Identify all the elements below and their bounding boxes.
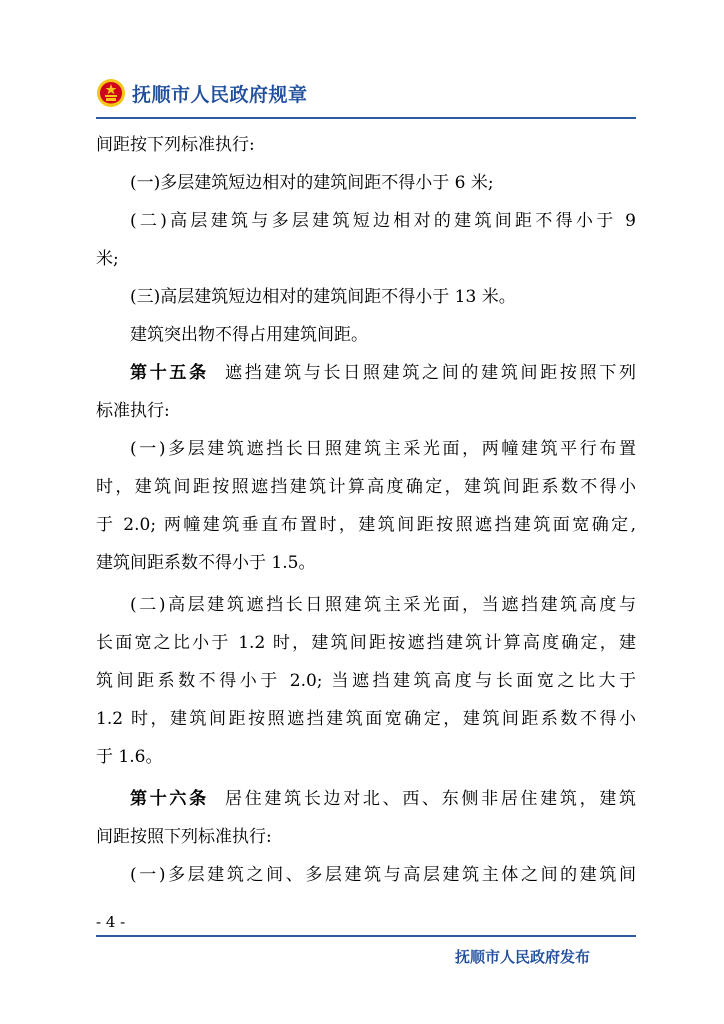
- page-header: [96, 76, 636, 116]
- text-line: (二)高层建筑与多层建筑短边相对的建筑间距不得小于 9: [130, 211, 636, 231]
- text-line: 米;: [96, 249, 119, 269]
- footer-divider: [96, 935, 636, 937]
- header-title: 抚顺市人民政府规章: [132, 84, 308, 106]
- text-line: 于 2.0; 两幢建筑垂直布置时，建筑间距按照遮挡建筑面宽确定,: [96, 515, 636, 535]
- header-divider: [96, 117, 636, 119]
- article-16-heading: 第十六条: [130, 789, 209, 809]
- article-15-line: [96, 354, 636, 392]
- national-emblem-icon: [96, 78, 126, 108]
- text-line: 长面宽之比小于 1.2 时，建筑间距按遮挡建筑计算高度确定，建: [96, 633, 636, 653]
- text-line: 标准执行:: [96, 401, 170, 421]
- text-line: 筑间距系数不得小于 2.0; 当遮挡建筑高度与长面宽之比大于: [96, 671, 636, 691]
- text-line: 间距按下列标准执行:: [96, 135, 255, 155]
- article-16-line: [96, 780, 636, 818]
- text-line: (一)多层建筑短边相对的建筑间距不得小于 6 米;: [130, 173, 494, 193]
- footer-publisher: 抚顺市人民政府发布: [454, 948, 590, 966]
- text-line: 遮挡建筑与长日照建筑之间的建筑间距按照下列: [225, 363, 637, 383]
- text-line: (一)多层建筑遮挡长日照建筑主采光面，两幢建筑平行布置: [130, 439, 636, 459]
- text-line: 间距按照下列标准执行:: [96, 827, 272, 847]
- text-line: 1.2 时，建筑间距按照遮挡建筑面宽确定，建筑间距系数不得小: [96, 709, 636, 729]
- text-line: (一)多层建筑之间、多层建筑与高层建筑主体之间的建筑间: [130, 865, 636, 885]
- text-line: (二)高层建筑遮挡长日照建筑主采光面，当遮挡建筑高度与: [130, 595, 636, 615]
- text-line: 建筑间距系数不得小于 1.5。: [96, 553, 316, 573]
- regulation-body: [96, 126, 636, 894]
- article-15-heading: 第十五条: [130, 363, 209, 383]
- text-line: 建筑突出物不得占用建筑间距。: [130, 325, 368, 345]
- text-line: 时，建筑间距按照遮挡建筑计算高度确定，建筑间距系数不得小: [96, 477, 636, 497]
- text-line: 居住建筑长边对北、西、东侧非居住建筑，建筑: [225, 789, 637, 809]
- text-line: 于 1.6。: [96, 747, 163, 767]
- page-number: - 4 -: [96, 913, 126, 931]
- text-line: (三)高层建筑短边相对的建筑间距不得小于 13 米。: [130, 287, 516, 307]
